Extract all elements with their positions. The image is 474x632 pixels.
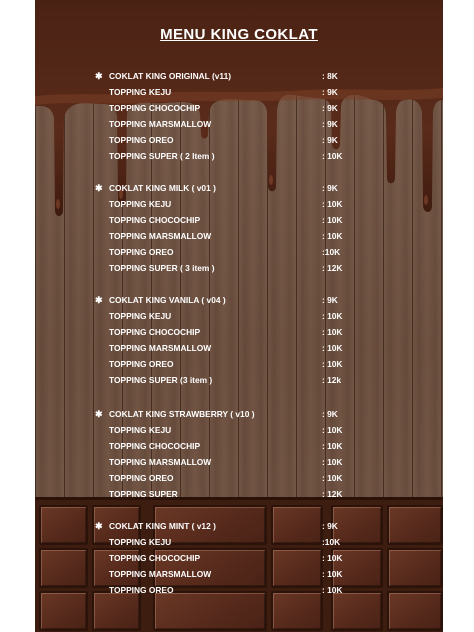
item-price: : 10K [322,215,343,225]
item-name: TOPPING CHOCOCHIP [109,103,201,113]
menu-item [35,308,443,324]
item-price: : 9K [322,135,338,145]
menu-item [35,324,443,340]
section-name: COKLAT KING MILK ( v01 ) [109,183,216,193]
item-name: TOPPING CHOCOCHIP [109,441,201,451]
section-price: : 9K [322,409,338,419]
item-name: TOPPING SUPER ( 3 item ) [109,263,215,273]
menu-item [35,196,443,212]
section-price: : 9K [322,521,338,531]
menu-item [35,534,443,550]
item-name: TOPPING MARSMALLOW [109,457,212,467]
menu-title: MENU KING COKLAT [160,26,318,43]
asterisk-icon: ✱ [95,521,103,531]
item-name: TOPPING SUPER (3 item ) [109,375,213,385]
item-price: : 10K [322,569,343,579]
menu-item [35,454,443,470]
item-name: TOPPING OREO [109,247,174,257]
menu-item [35,340,443,356]
item-name: TOPPING CHOCOCHIP [109,553,201,563]
item-name: TOPPING CHOCOCHIP [109,327,201,337]
item-name: TOPPING MARSMALLOW [109,231,212,241]
menu-section-header [35,406,443,422]
item-name: TOPPING KEJU [109,311,172,321]
item-price: : 10K [322,457,343,467]
menu-section-header [35,292,443,308]
item-price: : 9K [322,103,338,113]
menu-item [35,486,443,502]
item-price: : 12K [322,263,343,273]
section-price: : 9K [322,183,338,193]
asterisk-icon: ✱ [95,295,103,305]
item-price: : 12k [322,375,342,385]
item-name: TOPPING MARSMALLOW [109,569,212,579]
item-name: TOPPING SUPER [109,489,178,499]
section-price: : 9K [322,295,338,305]
item-price: : 9K [322,87,338,97]
menu-section-header [35,518,443,534]
item-price: : 10K [322,231,343,241]
item-name: TOPPING MARSMALLOW [109,119,212,129]
menu-item [35,84,443,100]
item-name: TOPPING SUPER ( 2 Item ) [109,151,215,161]
item-name: TOPPING KEJU [109,87,172,97]
item-price: : 9K [322,119,338,129]
item-price: : 10K [322,327,343,337]
menu-item [35,422,443,438]
item-price: : 10K [322,585,343,595]
item-price: : 10K [322,425,343,435]
menu-item [35,116,443,132]
menu-section-header [35,180,443,196]
menu-section-header [35,68,443,84]
item-price: : 10K [322,151,343,161]
item-name: TOPPING OREO [109,585,174,595]
item-name: TOPPING OREO [109,359,174,369]
asterisk-icon: ✱ [95,183,103,193]
item-name: TOPPING OREO [109,473,174,483]
menu-item [35,244,443,260]
item-price: : 10K [322,343,343,353]
asterisk-icon: ✱ [95,409,103,419]
item-name: TOPPING MARSMALLOW [109,343,212,353]
item-price: :10K [322,537,341,547]
menu-item [35,582,443,598]
menu-item [35,212,443,228]
item-price: : 10K [322,199,343,209]
asterisk-icon: ✱ [95,71,103,81]
menu-item [35,566,443,582]
section-name: COKLAT KING VANILA ( v04 ) [109,295,226,305]
item-price: : 10K [322,473,343,483]
item-name: TOPPING KEJU [109,537,172,547]
item-price: : 10K [322,553,343,563]
menu-item [35,100,443,116]
item-price: :10K [322,247,341,257]
menu-item [35,148,443,164]
menu-item [35,356,443,372]
section-name: COKLAT KING STRAWBERRY ( v10 ) [109,409,255,419]
item-name: TOPPING KEJU [109,425,172,435]
menu-item [35,132,443,148]
menu-item [35,228,443,244]
section-name: COKLAT KING ORIGINAL (v11) [109,71,232,81]
item-price: : 10K [322,441,343,451]
menu-item [35,470,443,486]
item-name: TOPPING CHOCOCHIP [109,215,201,225]
item-name: TOPPING KEJU [109,199,172,209]
menu-item [35,550,443,566]
section-name: COKLAT KING MINT ( v12 ) [109,521,216,531]
item-price: : 12K [322,489,343,499]
menu-poster [35,0,443,632]
menu-item [35,372,443,388]
section-price: : 8K [322,71,338,81]
item-price: : 10K [322,359,343,369]
item-name: TOPPING OREO [109,135,174,145]
menu-item [35,438,443,454]
menu-item [35,260,443,276]
item-price: : 10K [322,311,343,321]
